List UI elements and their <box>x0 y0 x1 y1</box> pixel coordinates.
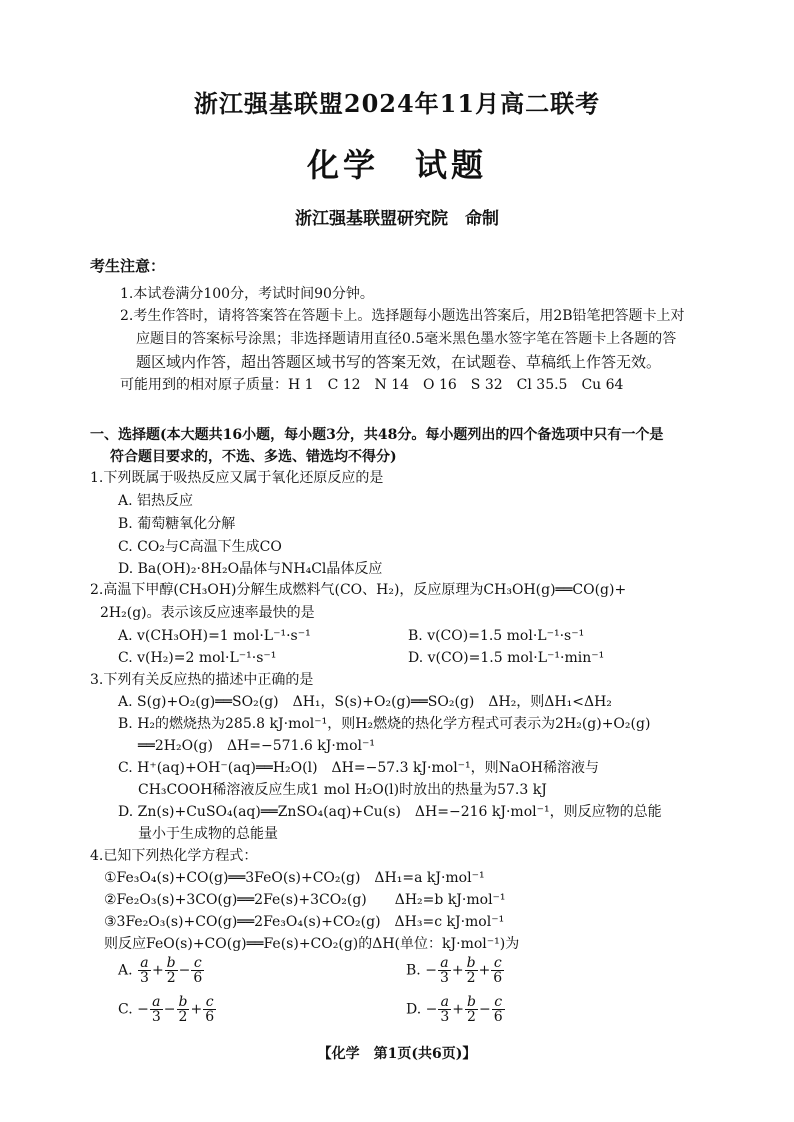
fraction: $\frac{b}{2}$ <box>178 994 188 1025</box>
q1-option-c: C. CO₂与C高温下生成CO <box>118 539 282 555</box>
q4-option-d: D. − $\frac{a}{3}$ + $\frac{b}{2}$ − $\frac{c}{6}$ <box>406 994 503 1025</box>
q1-stem: 1.下列既属于吸热反应又属于氧化还原反应的是 <box>90 470 384 486</box>
q3-option-c-cont: CH₃COOH稀溶液反应生成1 mol H₂O(l)时放出的热量为57.3 kJ <box>138 782 547 798</box>
q3-option-b-cont: ══2H₂O(g) ΔH=−571.6 kJ·mol⁻¹ <box>138 738 375 754</box>
fraction: $\frac{b}{2}$ <box>166 955 176 986</box>
q4-equation-2: ②Fe₂O₃(s)+3CO(g)══2Fe(s)+3CO₂(g) ΔH₂=b kJ·mol⁻¹ <box>104 892 506 908</box>
subject-title: 化学 试题 <box>306 146 487 184</box>
fraction: $\frac{c}{6}$ <box>205 994 215 1025</box>
atomic-mass-line: 可能用到的相对原子质量：H 1 C 12 N 14 O 16 S 32 Cl 35.5 Cu 64 <box>120 377 624 393</box>
q4-option-c: C. − $\frac{a}{3}$ − $\frac{b}{2}$ + $\frac{c}{6}$ <box>118 994 215 1025</box>
notice-item-1: 1.本试卷满分100分，考试时间90分钟。 <box>120 286 374 302</box>
q3-option-c: C. H⁺(aq)+OH⁻(aq)══H₂O(l) ΔH=−57.3 kJ·mol⁻¹，则NaOH稀溶液与 <box>118 760 599 776</box>
fraction: $\frac{a}{3}$ <box>440 994 450 1025</box>
section-heading: 一、选择题(本大题共16小题，每小题3分，共48分。每小题列出的四个备选项中只有一个是 <box>90 427 664 443</box>
fraction: $\frac{a}{3}$ <box>151 994 161 1025</box>
q1-option-b: B. 葡萄糖氧化分解 <box>118 516 236 532</box>
q2-option-b: B. v(CO)=1.5 mol·L⁻¹·s⁻¹ <box>408 628 585 644</box>
q4-stem: 4.已知下列热化学方程式： <box>90 848 258 864</box>
q3-stem: 3.下列有关反应热的描述中正确的是 <box>90 672 314 688</box>
issuer-line: 浙江强基联盟研究院 命制 <box>295 209 499 229</box>
section-heading-cont: 符合题目要求的，不选、多选、错选均不得分) <box>110 449 397 465</box>
notice-item-2: 2.考生作答时，请将答案答在答题卡上。选择题每小题选出答案后，用2B铅笔把答题卡上对 <box>120 308 685 324</box>
q3-option-d-cont: 量小于生成物的总能量 <box>138 826 278 842</box>
q4-equation-3: ③3Fe₂O₃(s)+CO(g)══2Fe₃O₄(s)+CO₂(g) ΔH₃=c kJ·mol⁻¹ <box>104 914 505 930</box>
q4-ask: 则反应FeO(s)+CO(g)══Fe(s)+CO₂(g)的ΔH(单位：kJ·mol⁻¹)为 <box>104 936 520 952</box>
q3-option-d: D. Zn(s)+CuSO₄(aq)══ZnSO₄(aq)+Cu(s) ΔH=−216 kJ·mol⁻¹，则反应物的总能 <box>118 804 662 820</box>
notice-item-2-cont2: 题区域内作答，超出答题区域书写的答案无效，在试题卷、草稿纸上作答无效。 <box>136 353 662 371</box>
fraction: $\frac{b}{2}$ <box>467 994 476 1025</box>
q2-stem: 2.高温下甲醇(CH₃OH)分解生成燃料气(CO、H₂)，反应原理为CH₃OH(g)══CO(g)+ <box>90 582 627 598</box>
q1-option-a: A. 铝热反应 <box>118 493 194 509</box>
page-footer: 【化学 第1页(共6页)】 <box>317 1046 477 1062</box>
q2-option-c: C. v(H₂)=2 mol·L⁻¹·s⁻¹ <box>118 650 277 666</box>
fraction: $\frac{b}{2}$ <box>466 955 476 986</box>
fraction: $\frac{c}{6}$ <box>193 955 203 986</box>
q2-stem-cont: 2H₂(g)。表示该反应速率最快的是 <box>100 605 315 621</box>
notice-heading: 考生注意： <box>90 257 166 275</box>
q4-option-a: A. $\frac{a}{3}$ + $\frac{b}{2}$ − $\frac{c}{6}$ <box>118 955 203 986</box>
exam-title: 浙江强基联盟2024年11月高二联考 <box>193 89 601 118</box>
fraction: $\frac{c}{6}$ <box>493 994 503 1025</box>
notice-item-2-cont: 应题目的答案标号涂黑；非选择题请用直径0.5毫米黑色墨水签字笔在答题卡上各题的答 <box>136 331 677 347</box>
q3-option-a: A. S(g)+O₂(g)══SO₂(g) ΔH₁，S(s)+O₂(g)══SO₂(g) ΔH₂，则ΔH₁<ΔH₂ <box>118 694 612 710</box>
fraction: $\frac{a}{3}$ <box>140 955 149 986</box>
q3-option-b: B. H₂的燃烧热为285.8 kJ·mol⁻¹，则H₂燃烧的热化学方程式可表示为2H₂(g)+O₂(g) <box>118 716 651 732</box>
fraction: $\frac{a}{3}$ <box>439 955 449 986</box>
q4-equation-1: ①Fe₃O₄(s)+CO(g)══3FeO(s)+CO₂(g) ΔH₁=a kJ·mol⁻¹ <box>104 870 485 886</box>
q2-option-d: D. v(CO)=1.5 mol·L⁻¹·min⁻¹ <box>408 650 605 666</box>
fraction: $\frac{c}{6}$ <box>493 955 503 986</box>
q2-option-a: A. v(CH₃OH)=1 mol·L⁻¹·s⁻¹ <box>118 628 311 644</box>
q1-option-d: D. Ba(OH)₂·8H₂O晶体与NH₄Cl晶体反应 <box>118 561 383 577</box>
q4-option-b: B. − $\frac{a}{3}$ + $\frac{b}{2}$ + $\frac{c}{6}$ <box>406 955 503 986</box>
